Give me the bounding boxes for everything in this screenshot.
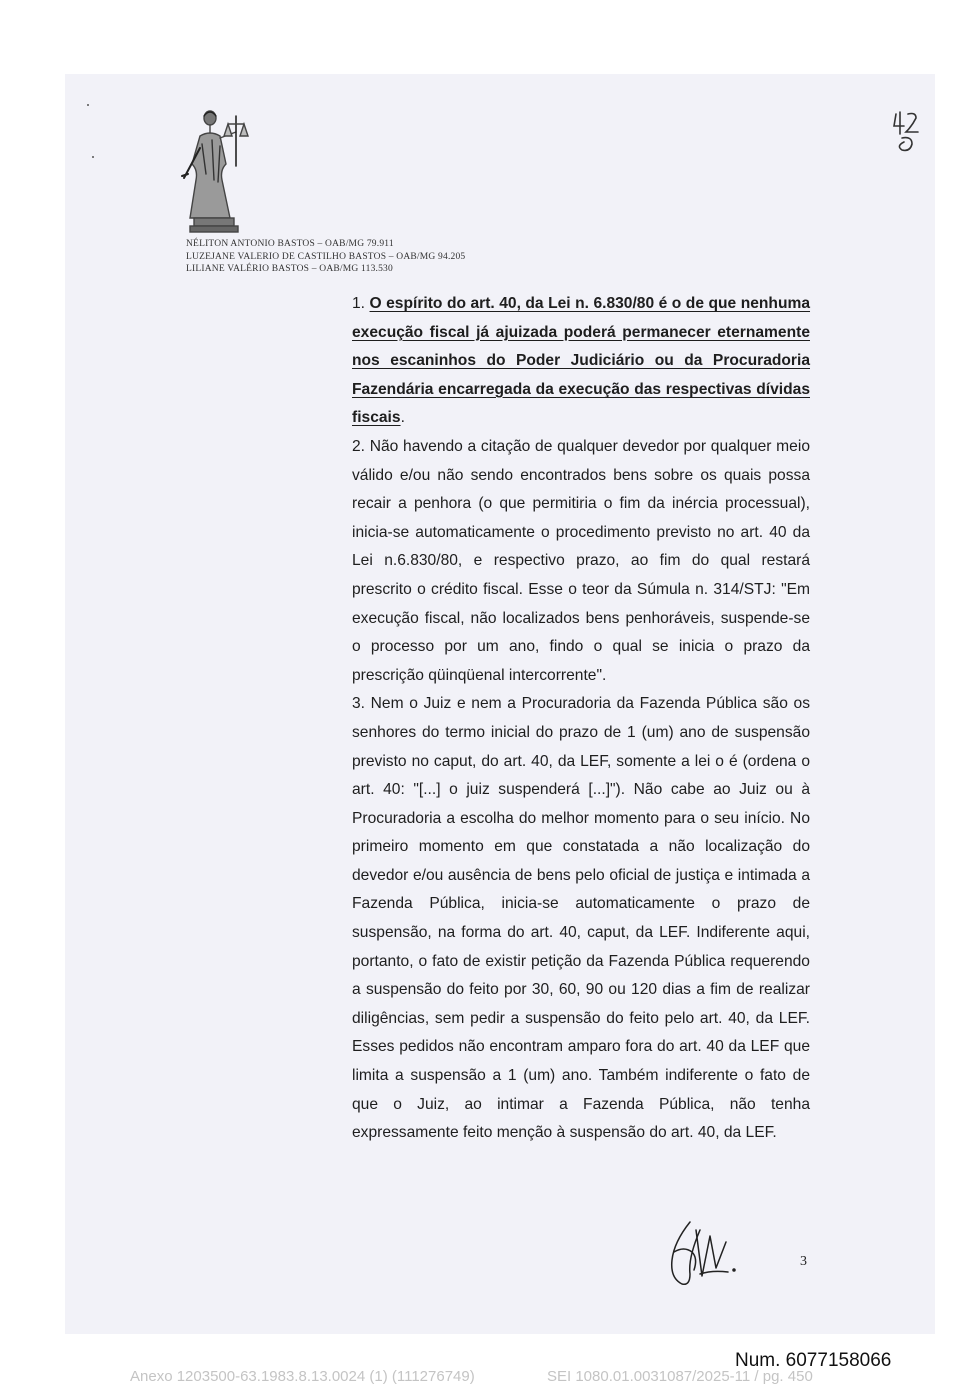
lawyer-line: LUZEJANE VALERIO DE CASTILHO BASTOS – OAB/MG 94.205 <box>186 251 466 262</box>
footer-attachment-reference: Anexo 1203500-63.1983.8.13.0024 (1) (111276749) <box>130 1368 475 1385</box>
paragraph-1-emphasis: O espírito do art. 40, da Lei n. 6.830/80 é o de que nenhuma execução fiscal já ajuizada poderá permanecer eternamente nos escaninhos do Poder Judiciário ou da Procuradoria Fazendária encarregada da execução das respectivas dívidas fiscais <box>352 295 811 427</box>
paragraph-1-tail: . <box>400 409 405 427</box>
page-number: 3 <box>800 1254 807 1269</box>
handwritten-folio-mark <box>890 108 926 154</box>
paragraph-1 <box>352 290 810 433</box>
lawyer-line: LILIANE VALÉRIO BASTOS – OAB/MG 113.530 <box>186 264 393 274</box>
paragraph-3: 3. Nem o Juiz e nem a Procuradoria da Fazenda Pública são os senhores do termo inicial do prazo de 1 (um) ano de suspensão previsto no caput, do art. 40, da LEF, somente a lei o é (ordena o art. 40: "[...] o juiz suspenderá [...]"). Não cabe ao Juiz ou à Procuradoria a escolha do melhor momento para o seu início. No primeiro momento em que constatada a não localização do devedor e/ou ausência de bens pelo oficial de justiça e intimada a Fazenda Pública, inicia-se automaticamente o prazo de suspensão, na forma do art. 40, caput, da LEF. Indiferente aqui, portanto, o fato de existir petição da Fazenda Pública requerendo a suspensão do feito por 30, 60, 90 ou 120 dias a fim de realizar diligências, sem pedir a suspensão do feito pelo art. 40, da LEF. Esses pedidos não encontram amparo fora do art. 40 da LEF que limita a suspensão a 1 (um) ano. Também indiferente o fato de que o Juiz, ao intimar a Fazenda Pública, não tenha expressamente feito menção à suspensão do art. 40, da LEF. <box>352 695 810 1142</box>
scan-speck <box>92 156 94 158</box>
letterhead-lawyers <box>186 238 465 276</box>
paragraph-1-number: 1. <box>352 295 366 312</box>
scan-speck <box>87 104 89 106</box>
document-number: Num. 6077158066 <box>735 1350 892 1371</box>
footer-sei-reference: SEI 1080.01.0031087/2025-11 / pg. 450 <box>547 1368 813 1385</box>
body-text <box>352 290 810 1148</box>
handwritten-signature <box>660 1212 742 1290</box>
lawyer-line: NÉLITON ANTONIO BASTOS – OAB/MG 79.911 <box>186 239 394 249</box>
paragraph-2: 2. Não havendo a citação de qualquer devedor por qualquer meio válido e/ou não sendo encontrados bens sobre os quais possa recair a penhora (o que permitiria o fim da inércia processual), inicia-se automaticamente o procedimento previsto no art. 40 da Lei n.6.830/80, e respectivo prazo, ao fim do qual restará prescrito o crédito fiscal. Esse o teor da Súmula n. 314/STJ: "Em execução fiscal, não localizados bens penhoráveis, suspende-se o processo por um ano, findo o qual se inicia o prazo da prescrição qüinqüenal intercorrente". <box>352 437 810 684</box>
lady-justice-logo <box>176 104 258 234</box>
